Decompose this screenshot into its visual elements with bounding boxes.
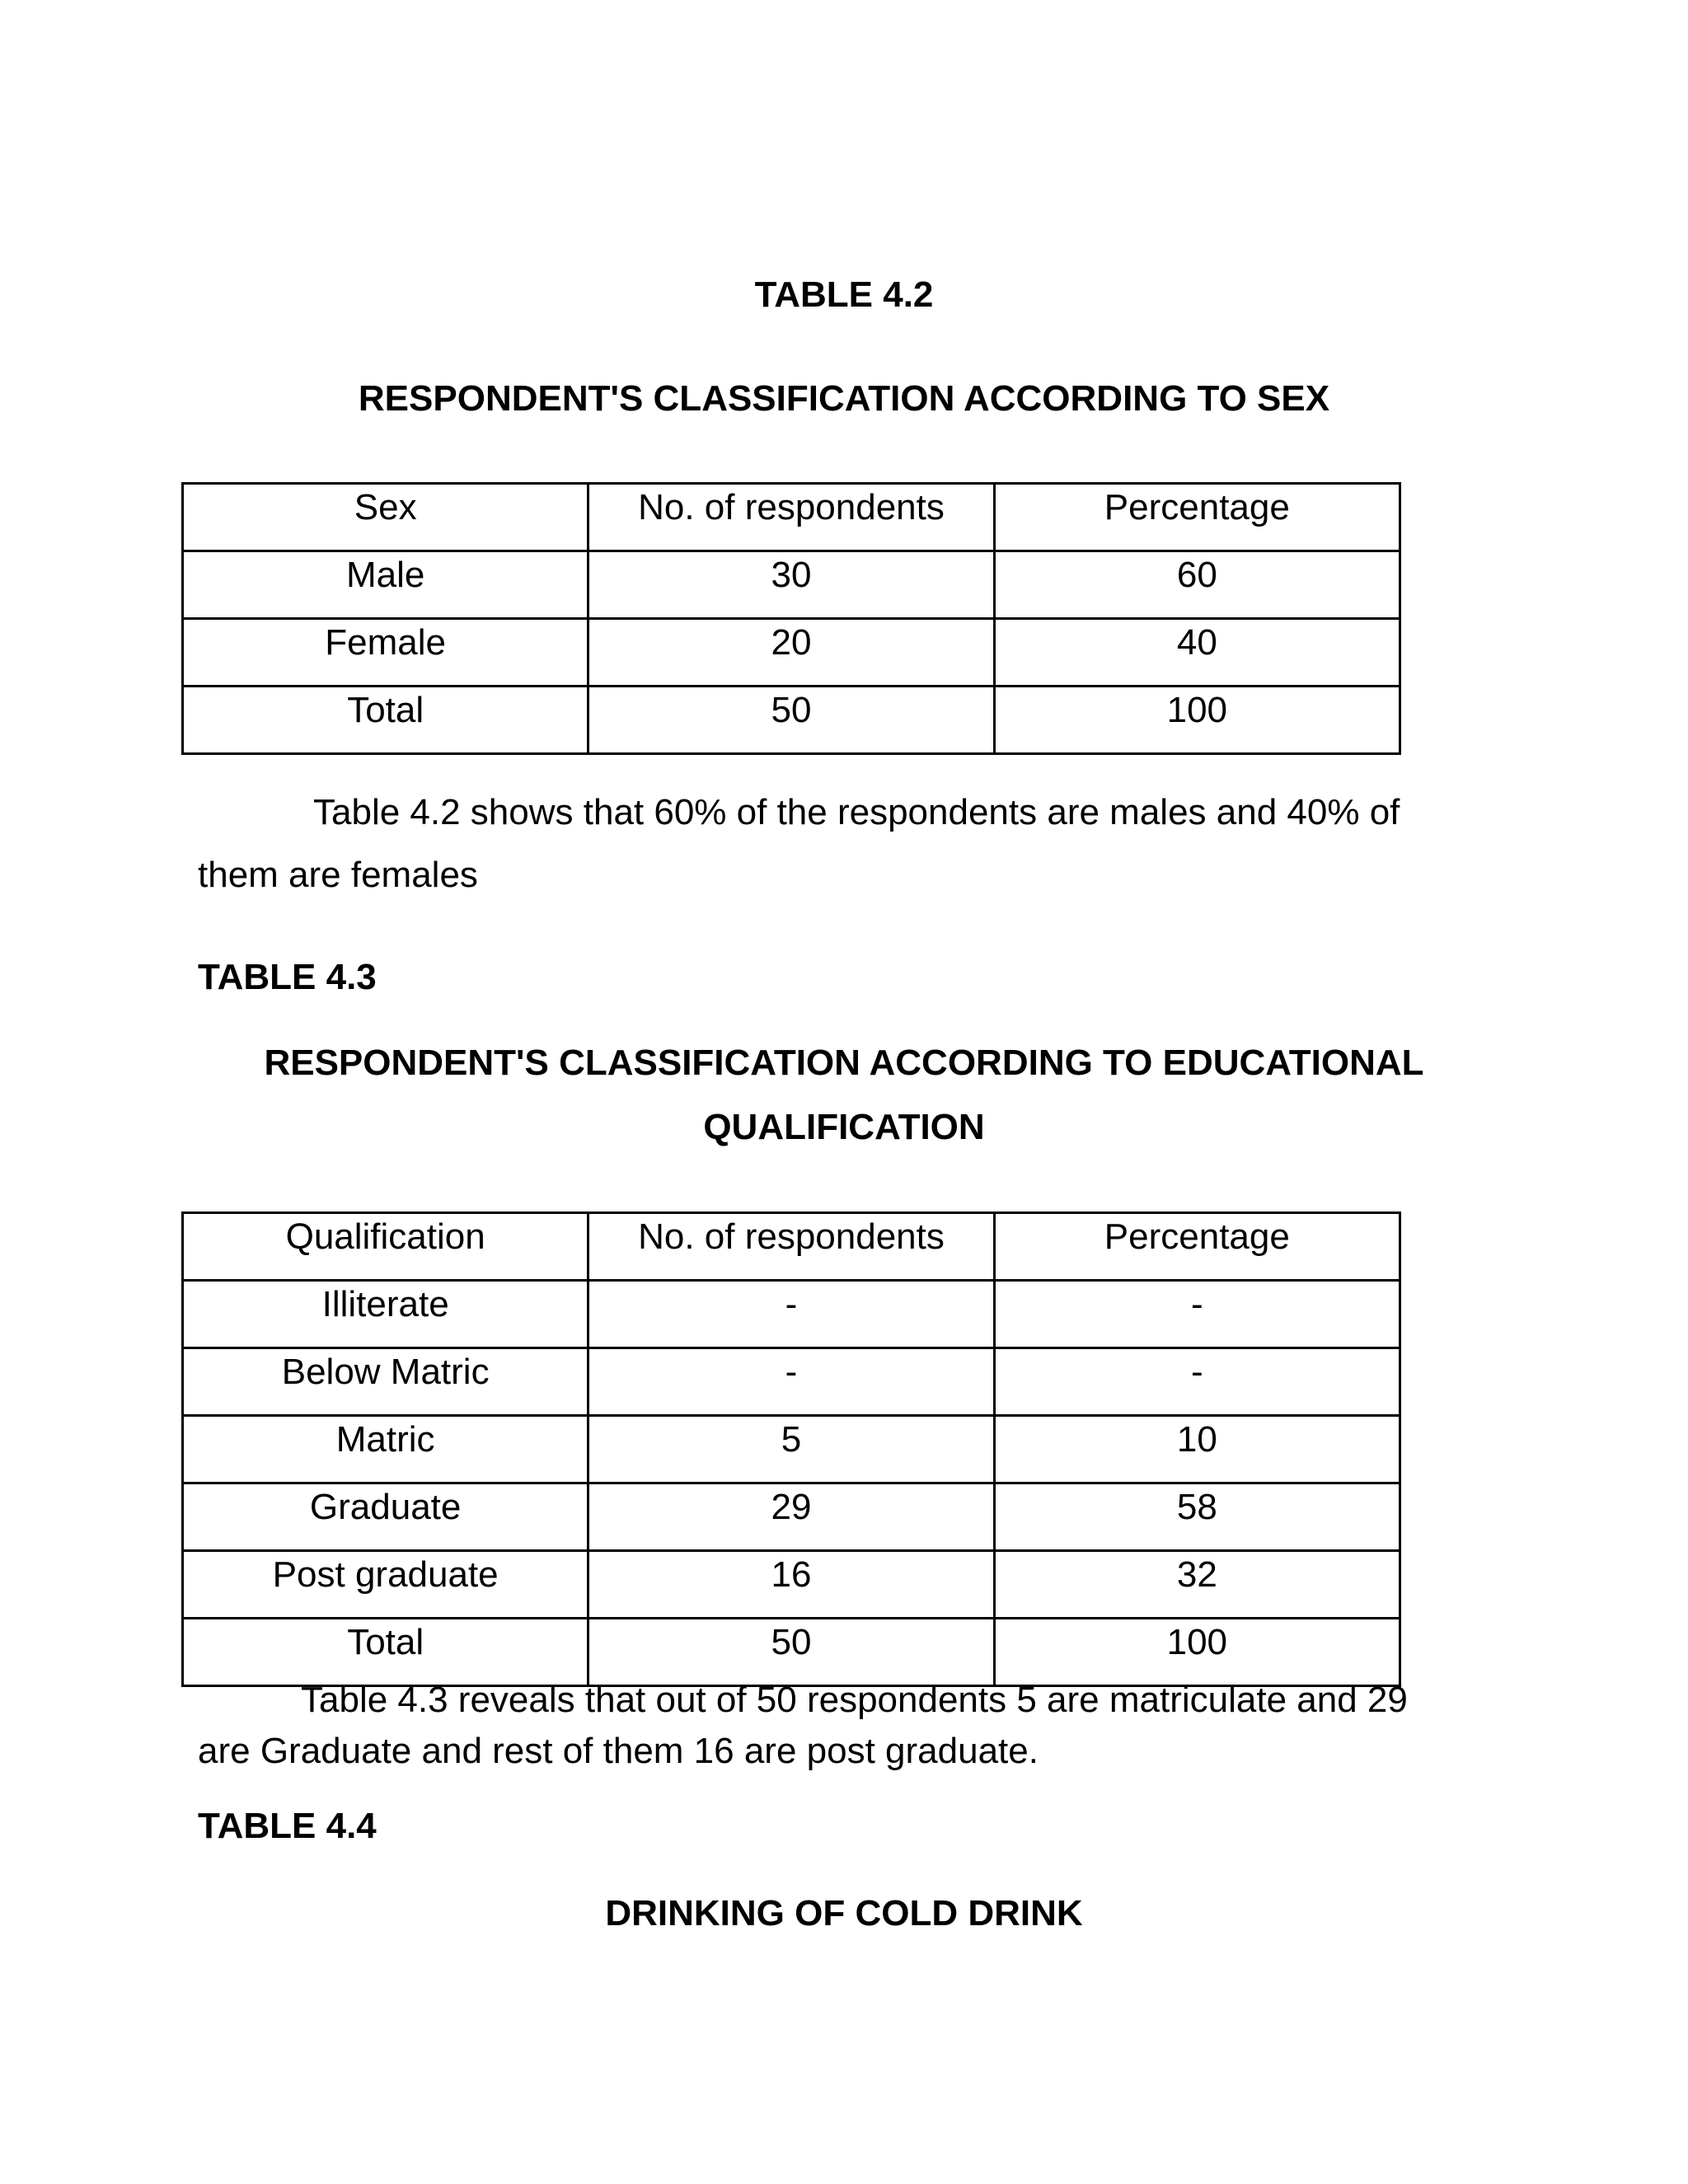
table-cell: 40 (994, 619, 1400, 687)
table-header-row (183, 1213, 1400, 1281)
table-cell: Total (183, 687, 588, 754)
table-cell: Below Matric (183, 1348, 588, 1416)
table-row (183, 687, 1400, 754)
table-cell: Post graduate (183, 1551, 588, 1619)
table-row (183, 1416, 1400, 1483)
table-row (183, 1348, 1400, 1416)
table-cell: Matric (183, 1416, 588, 1483)
table-cell: 60 (994, 551, 1400, 619)
table-row (183, 619, 1400, 687)
table-4-3-description-line-2: are Graduate and rest of them 16 are post graduate. (198, 1731, 1039, 1771)
table-4-2-description-line-2: them are females (198, 855, 478, 895)
header-cell: No. of respondents (588, 1213, 994, 1281)
table-4-3-description-line-1: Table 4.3 reveals that out of 50 respondents 5 are matriculate and 29 (301, 1680, 1408, 1720)
table-4-2-label: TABLE 4.2 (754, 274, 934, 315)
table-cell: - (994, 1281, 1400, 1348)
table-4-3-title-line-1: RESPONDENT'S CLASSIFICATION ACCORDING TO EDUCATIONAL (264, 1043, 1424, 1083)
table-cell: - (994, 1348, 1400, 1416)
table-4-3-label: TABLE 4.3 (198, 957, 377, 997)
table-cell: 32 (994, 1551, 1400, 1619)
header-cell: Percentage (994, 1213, 1400, 1281)
table-header-row (183, 484, 1400, 551)
table-cell: 100 (994, 1619, 1400, 1686)
table-cell: 58 (994, 1483, 1400, 1551)
table-4-3-title-line-2: QUALIFICATION (703, 1107, 985, 1147)
table-4-3 (181, 1212, 1401, 1687)
table-cell: Total (183, 1619, 588, 1686)
table-cell: Female (183, 619, 588, 687)
table-4-2-description-line-1: Table 4.2 shows that 60% of the respondents are males and 40% of (313, 792, 1400, 832)
table-cell: 29 (588, 1483, 994, 1551)
table-4-2-description (198, 781, 1434, 907)
header-cell: Percentage (994, 484, 1400, 551)
table-cell: 100 (994, 687, 1400, 754)
table-cell: 20 (588, 619, 994, 687)
table-cell: - (588, 1348, 994, 1416)
table-cell: 50 (588, 1619, 994, 1686)
table-row (183, 1281, 1400, 1348)
table-cell: Graduate (183, 1483, 588, 1551)
table-4-4-title: DRINKING OF COLD DRINK (605, 1893, 1083, 1933)
table-cell: Illiterate (183, 1281, 588, 1348)
table-4-3-description (198, 1675, 1434, 1777)
table-cell: Male (183, 551, 588, 619)
table-row (183, 1551, 1400, 1619)
table-cell: 30 (588, 551, 994, 619)
header-cell: No. of respondents (588, 484, 994, 551)
table-cell: 16 (588, 1551, 994, 1619)
table-cell: 10 (994, 1416, 1400, 1483)
header-cell: Sex (183, 484, 588, 551)
table-cell: 50 (588, 687, 994, 754)
table-cell: - (588, 1281, 994, 1348)
table-row (183, 551, 1400, 619)
table-4-2 (181, 482, 1401, 755)
table-cell: 5 (588, 1416, 994, 1483)
table-4-4-label: TABLE 4.4 (198, 1806, 377, 1846)
header-cell: Qualification (183, 1213, 588, 1281)
table-4-2-title: RESPONDENT'S CLASSIFICATION ACCORDING TO SEX (358, 378, 1330, 419)
table-row (183, 1483, 1400, 1551)
